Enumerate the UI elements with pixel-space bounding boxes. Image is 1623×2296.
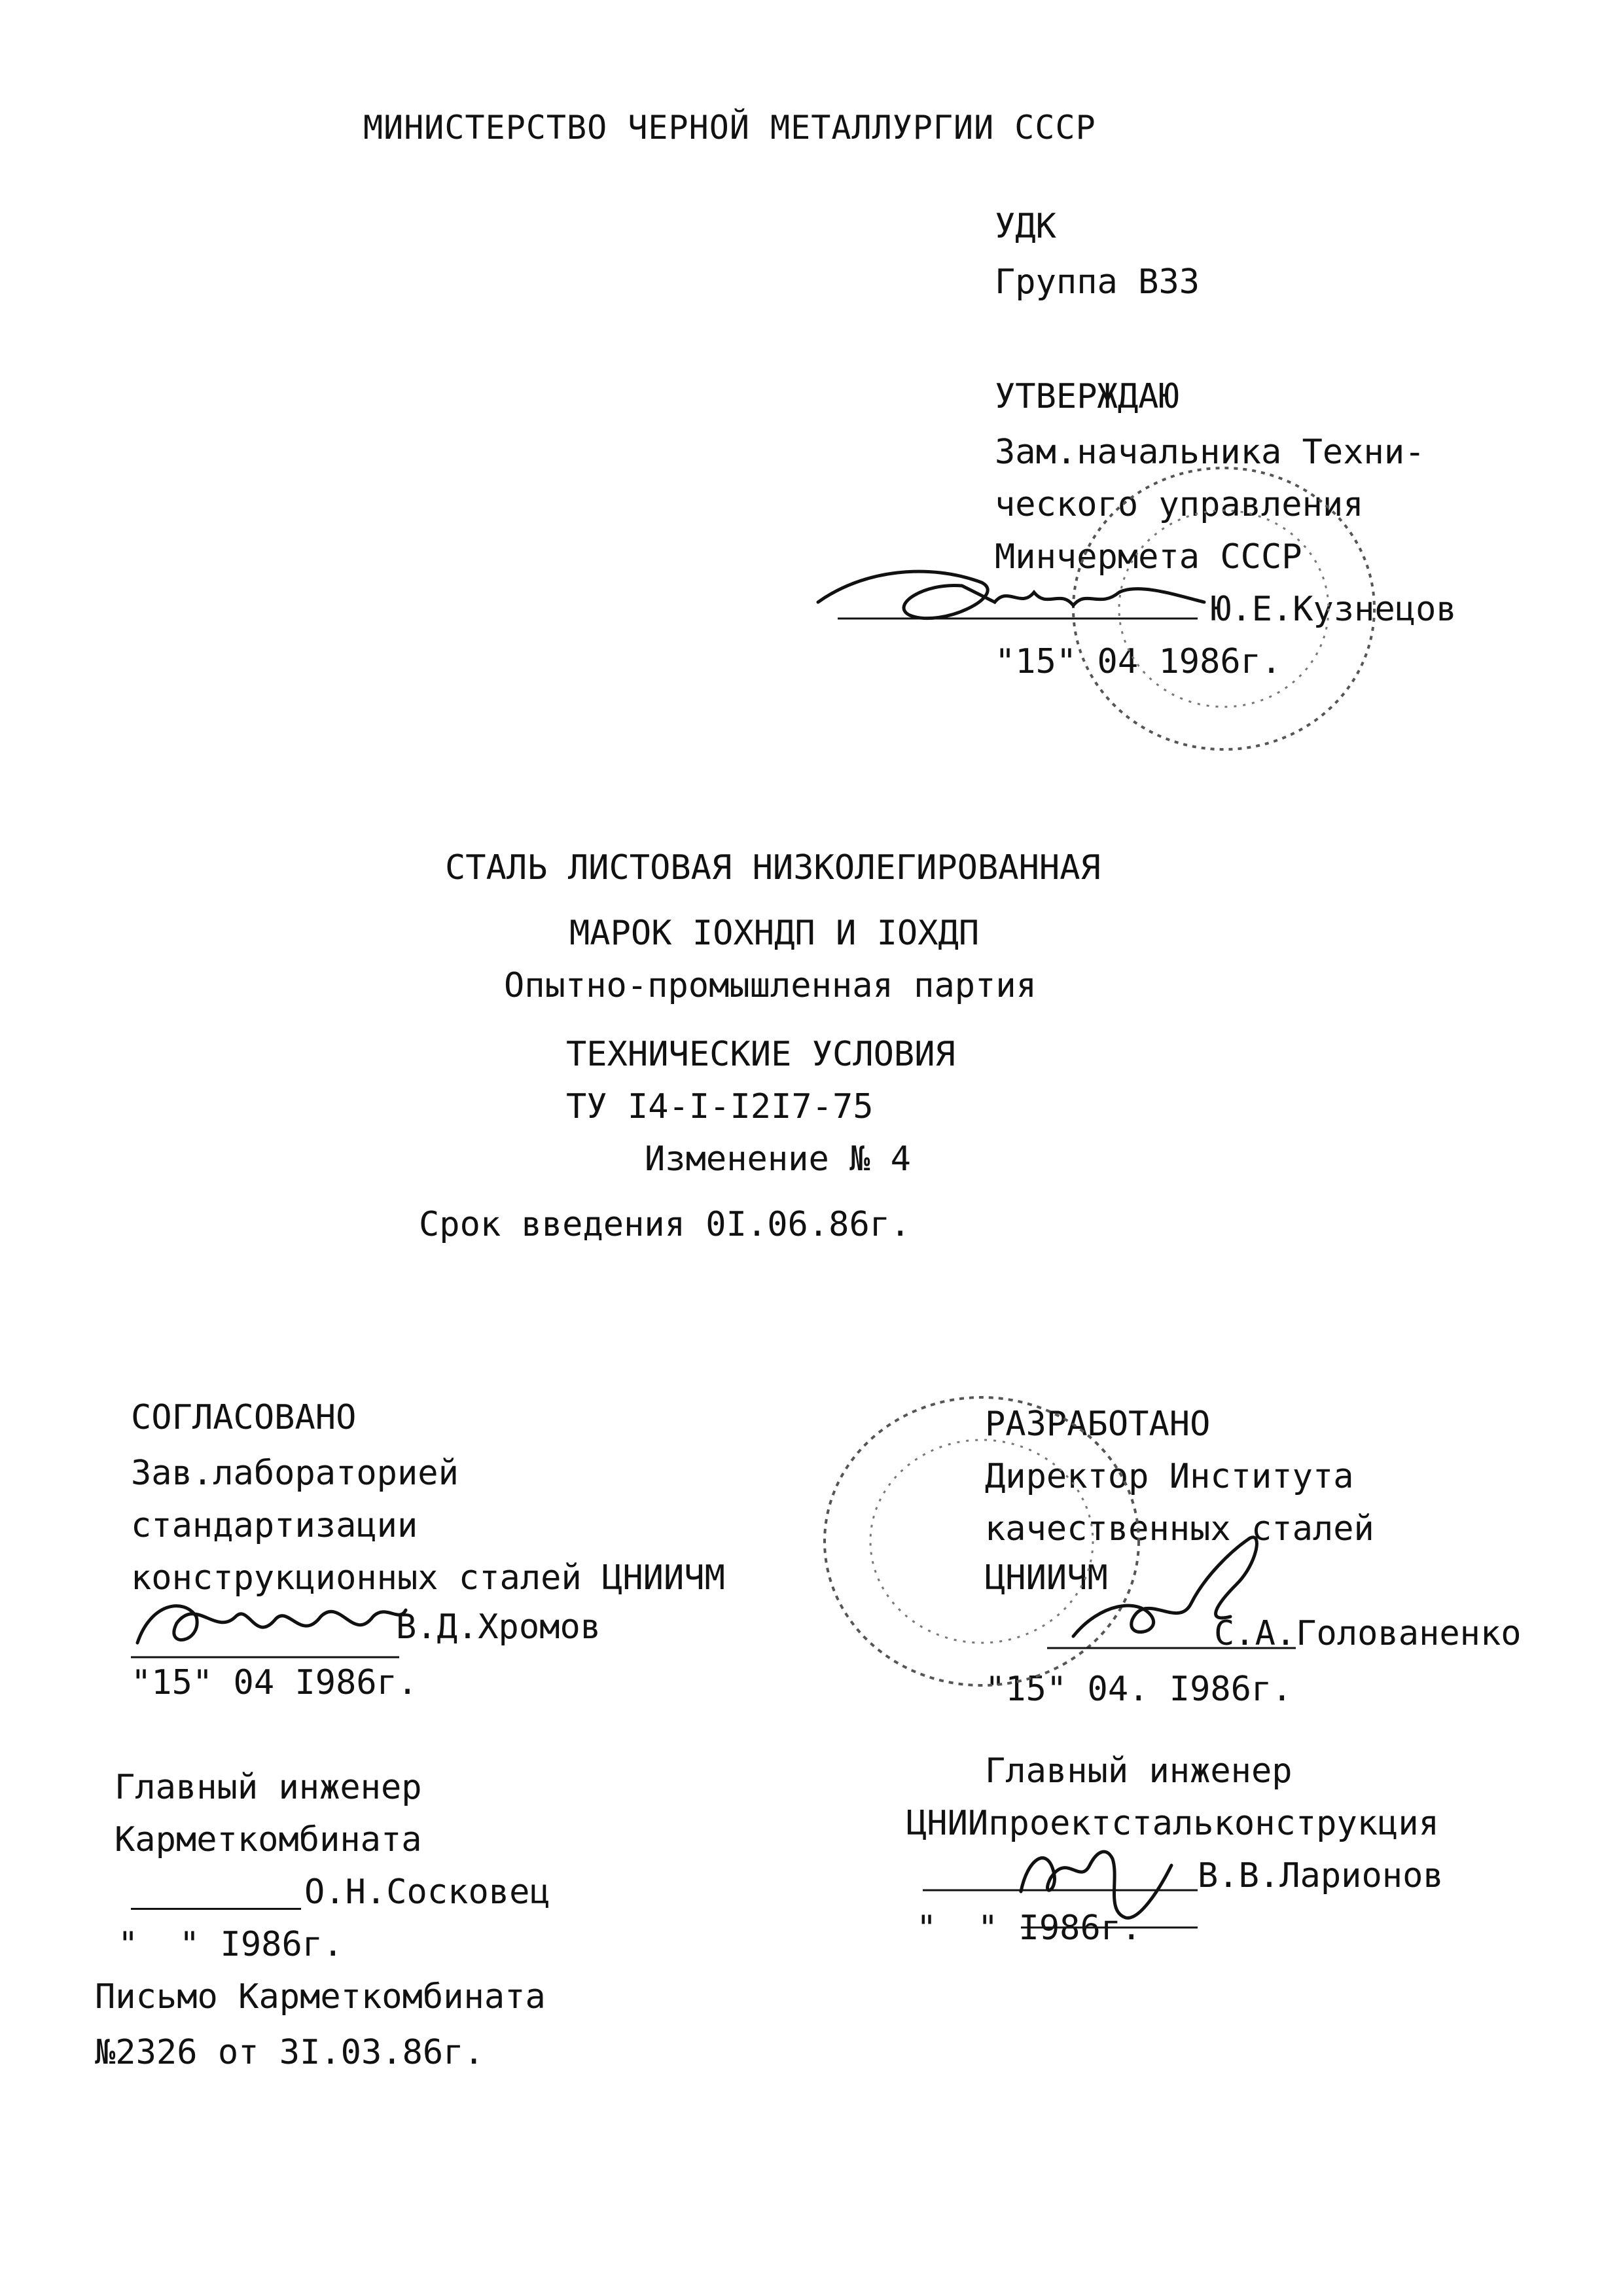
developed-name: С.А.Голованенко <box>1214 1614 1522 1653</box>
developed-date: "15" 04. I986г. <box>985 1670 1293 1709</box>
cnii-date: " " I986г. <box>916 1909 1142 1948</box>
agreed-line1: Зав.лабораторией <box>131 1454 459 1493</box>
karmet-line2: Карметкомбината <box>115 1820 422 1859</box>
title-line1: СТАЛЬ ЛИСТОВАЯ НИЗКОЛЕГИРОВАННАЯ <box>445 848 1101 888</box>
developed-line2: качественных сталей <box>985 1509 1374 1549</box>
karmet-date: " " I986г. <box>118 1925 344 1964</box>
agreed-name: В.Д.Хромов <box>396 1607 601 1647</box>
karmet-signature-line <box>131 1908 301 1910</box>
karmet-letter1: Письмо Карметкомбината <box>95 1977 546 2017</box>
developed-heading: РАЗРАБОТАНО <box>985 1405 1211 1444</box>
agreed-date: "15" 04 I986г. <box>131 1663 418 1702</box>
karmet-name: О.Н.Сосковец <box>304 1873 550 1912</box>
agreed-heading: СОГЛАСОВАНО <box>131 1398 357 1437</box>
approval-line1: Зам.начальника Техни- <box>995 433 1425 472</box>
cnii-name: В.В.Ларионов <box>1198 1856 1444 1895</box>
title-line7: Срок введения 0I.06.86г. <box>419 1205 911 1244</box>
karmet-letter2: №2326 от 3I.03.86г. <box>95 2033 484 2072</box>
agreed-line2: стандартизации <box>131 1506 418 1545</box>
group-label: Группа В33 <box>995 262 1200 302</box>
approval-name: Ю.Е.Кузнецов <box>1211 590 1457 629</box>
title-line4: ТЕХНИЧЕСКИЕ УСЛОВИЯ <box>566 1035 955 1074</box>
cnii-signature <box>910 1820 1204 1931</box>
title-line2: МАРОК IOXНДП И IOXДП <box>569 914 980 953</box>
approval-line3: Минчермета СССР <box>995 537 1302 577</box>
karmet-line1: Главный инженер <box>115 1768 422 1807</box>
agreed-signature <box>124 1584 412 1669</box>
approval-line2: ческого управления <box>995 485 1364 524</box>
cnii-line1: Главный инженер <box>985 1751 1293 1791</box>
agreed-line3: конструкционных сталей ЦНИИЧМ <box>131 1558 725 1598</box>
developed-signature <box>1034 1525 1335 1656</box>
developed-line3: ЦНИИЧМ <box>985 1558 1108 1598</box>
cnii-line2: ЦНИИпроектстальконструкция <box>906 1804 1439 1843</box>
developed-line1: Директор Института <box>985 1457 1354 1496</box>
title-line6: Изменение № 4 <box>645 1139 911 1179</box>
udk-label: УДК <box>995 207 1056 246</box>
title-line5: ТУ I4-I-I2I7-75 <box>566 1087 874 1126</box>
title-line3: Опытно-промышленная партия <box>504 966 1037 1005</box>
approval-date: "15" 04 1986г. <box>995 642 1282 681</box>
approval-signature <box>812 556 1217 641</box>
approval-heading: УТВЕРЖДАЮ <box>995 377 1179 416</box>
ministry-header: МИНИСТЕРСТВО ЧЕРНОЙ МЕТАЛЛУРГИИ СССР <box>363 109 1096 147</box>
